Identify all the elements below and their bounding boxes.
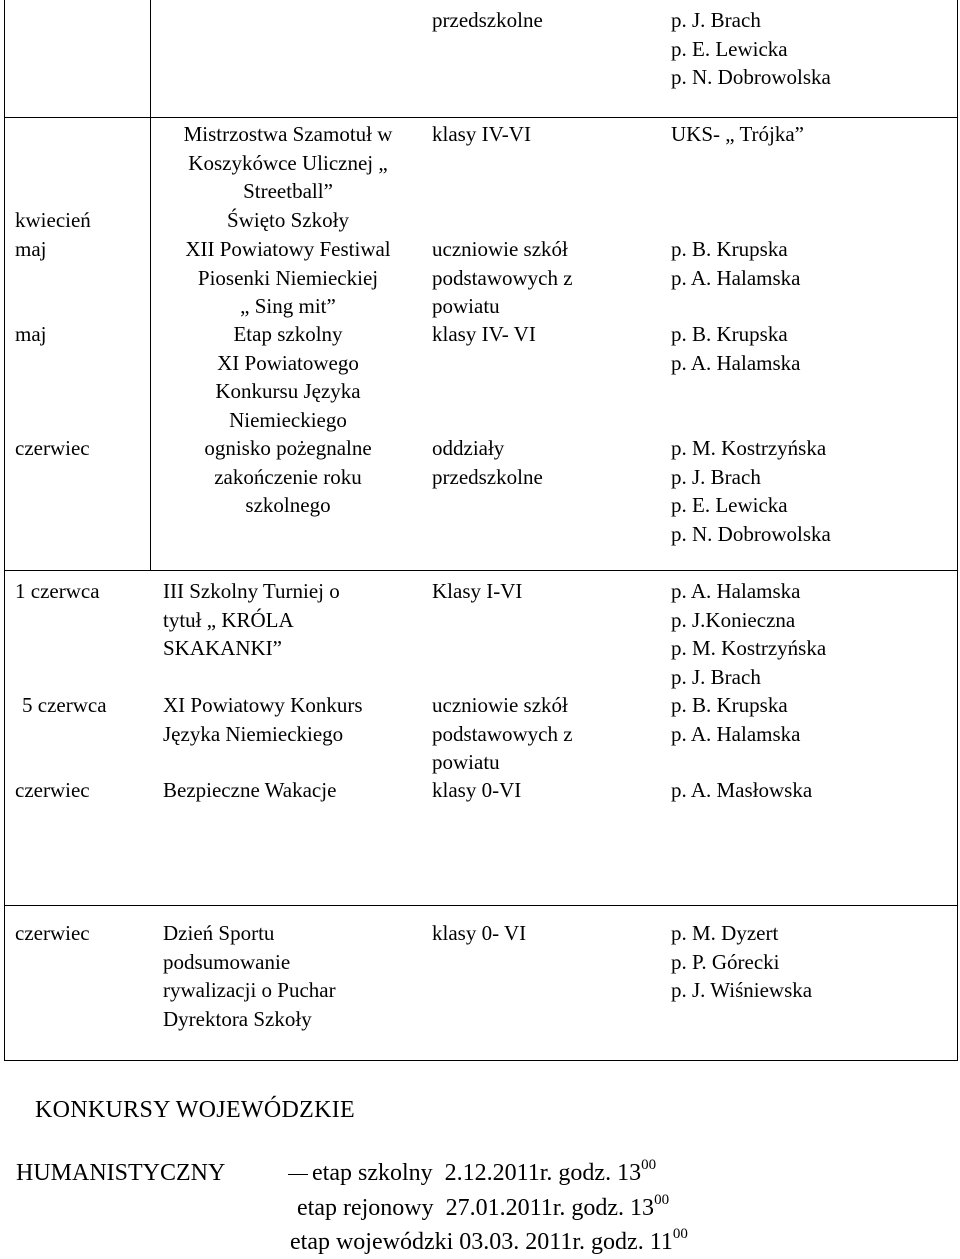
stage-label: etap rejonowy — [297, 1195, 434, 1221]
event-cell: XI Powiatowy Konkurs Języka Niemieckiego — [163, 693, 363, 746]
date-cell: czerwiec — [15, 436, 90, 460]
leaders-cell: p. M. Dyzert p. P. Górecki p. J. Wiśniewska — [671, 921, 813, 1002]
leaders-cell: p. J. Brach p. E. Lewicka p. N. Dobrowolska — [671, 8, 831, 89]
participants-cell: klasy IV- VI — [432, 322, 536, 346]
row-divider — [4, 570, 957, 571]
event-cell: Święto Szkoły — [227, 208, 349, 232]
participants-cell: Klasy I-VI — [432, 579, 523, 603]
date-cell: czerwiec — [15, 778, 90, 802]
stage-minutes: 00 — [654, 1192, 670, 1208]
event-cell: XII Powiatowy Festiwal Piosenki Niemieckiej „ Sing mit” — [185, 237, 391, 318]
date-cell: 1 czerwca — [15, 579, 100, 603]
date-cell: 5 czerwca — [22, 693, 107, 717]
dash-separator — [288, 1174, 308, 1175]
participants-cell: uczniowie szkół podstawowych z powiatu — [432, 693, 573, 774]
stage-line — [290, 1226, 688, 1256]
stage-line — [312, 1157, 657, 1187]
date-cell: kwiecień — [15, 208, 91, 232]
row-divider — [4, 117, 957, 118]
event-cell: Dzień Sportu podsumowanie rywalizacji o Puchar Dyrektora Szkoły — [163, 921, 336, 1031]
stage-label: etap wojewódzki — [290, 1229, 454, 1255]
stage-line — [297, 1192, 670, 1222]
leaders-cell: p. M. Kostrzyńska p. J. Brach p. E. Lewicka p. N. Dobrowolska — [671, 436, 831, 546]
stage-date: 2.12.2011r. godz. 13 — [444, 1160, 642, 1186]
participants-cell: przedszkolne — [432, 8, 543, 32]
leaders-cell: p. A. Masłowska — [671, 778, 813, 802]
participants-cell: klasy 0- VI — [432, 921, 527, 945]
leaders-cell: p. B. Krupska p. A. Halamska — [671, 693, 801, 746]
participants-cell: klasy 0-VI — [432, 778, 522, 802]
participants-cell: uczniowie szkół podstawowych z powiatu — [432, 237, 573, 318]
date-cell: maj — [15, 322, 47, 346]
stage-date: 03.03. 2011r. godz. 11 — [459, 1229, 673, 1255]
event-cell: III Szkolny Turniej o tytuł „ KRÓLA SKAKANKI” — [163, 579, 340, 660]
stage-label: etap szkolny — [312, 1160, 433, 1186]
contest-subject: HUMANISTYCZNY — [16, 1160, 226, 1186]
event-cell: ognisko pożegnalne zakończenie roku szkolnego — [204, 436, 372, 517]
stage-minutes: 00 — [641, 1157, 657, 1173]
participants-cell: klasy IV-VI — [432, 122, 531, 146]
leaders-cell: p. B. Krupska p. A. Halamska — [671, 237, 801, 290]
date-cell: maj — [15, 237, 47, 261]
participants-cell: oddziały przedszkolne — [432, 436, 543, 489]
event-cell: Etap szkolny XI Powiatowego Konkursu Języka Niemieckiego — [215, 322, 361, 432]
section-heading: KONKURSY WOJEWÓDZKIE — [35, 1097, 355, 1123]
stage-date: 27.01.2011r. godz. 13 — [445, 1195, 655, 1221]
leaders-cell: p. B. Krupska p. A. Halamska — [671, 322, 801, 375]
event-cell: Mistrzostwa Szamotuł w Koszykówce Ulicznej „ Streetball” — [183, 122, 393, 203]
row-divider — [4, 905, 957, 906]
date-cell: czerwiec — [15, 921, 90, 945]
leaders-cell: UKS- „ Trójka” — [671, 122, 805, 146]
stage-minutes: 00 — [672, 1226, 688, 1242]
event-cell: Bezpieczne Wakacje — [163, 778, 337, 802]
leaders-cell: p. A. Halamska p. J.Konieczna p. M. Kostrzyńska p. J. Brach — [671, 579, 827, 689]
column-divider — [150, 0, 151, 570]
